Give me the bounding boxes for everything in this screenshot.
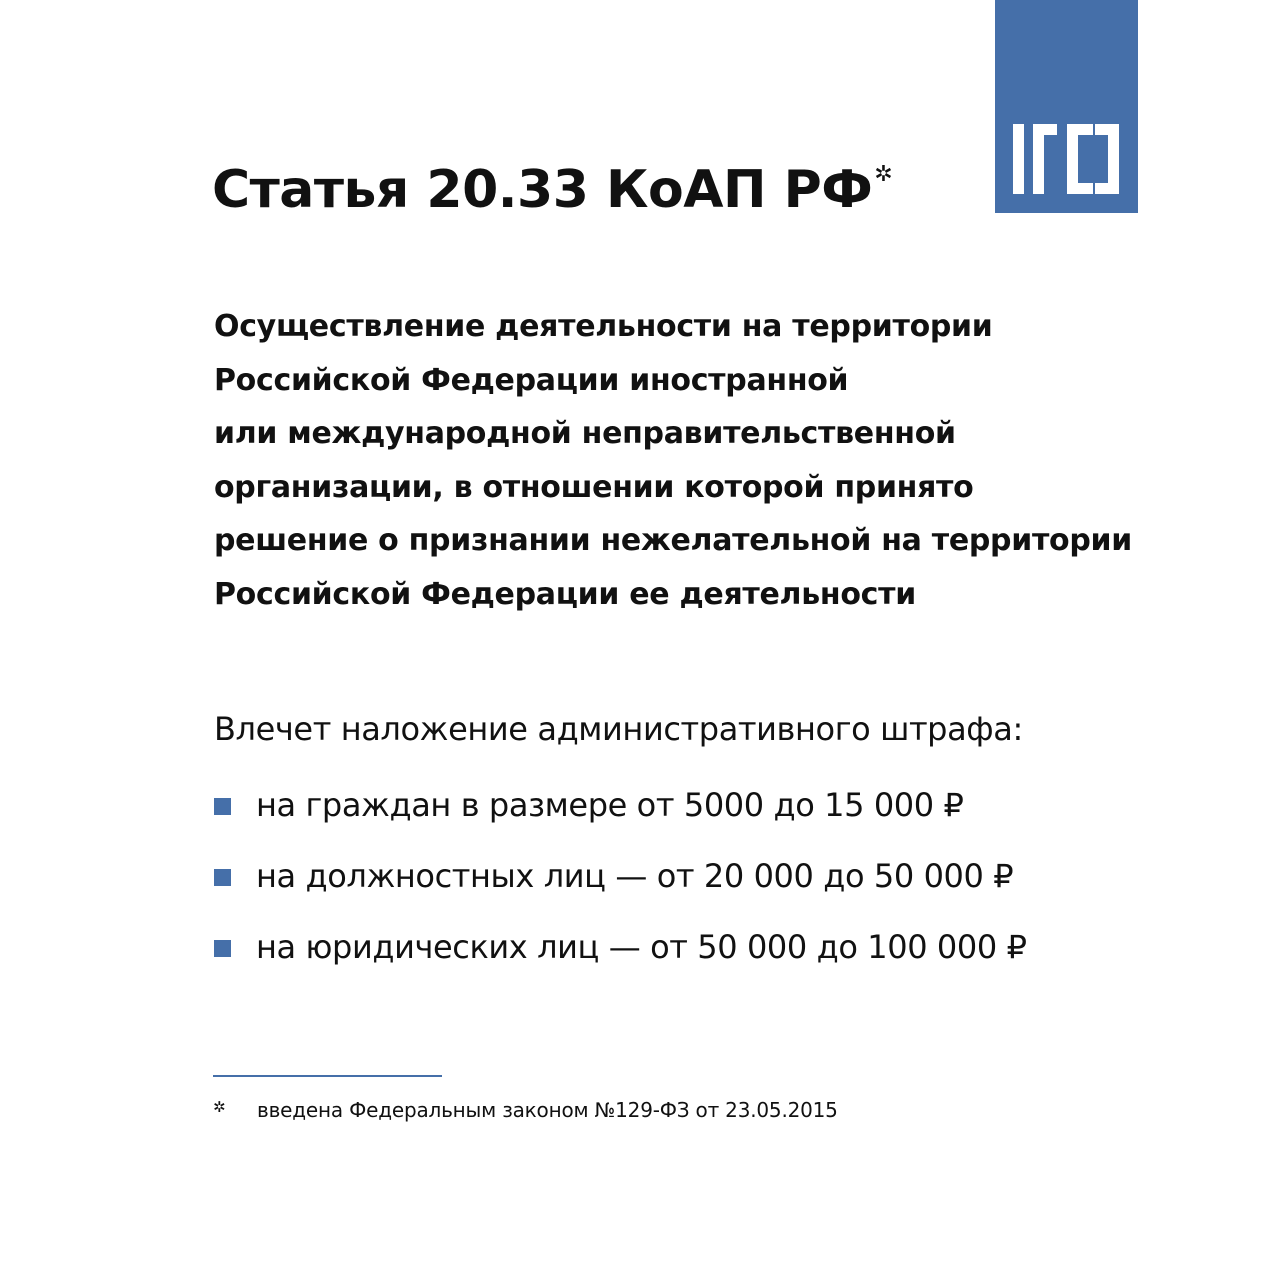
page-title-text: Статья 20.33 КоАП РФ (212, 160, 873, 220)
penalty-item-text: на юридических лиц — от 50 000 до 100 000 ₽ (256, 928, 1027, 966)
penalty-item-legal-entities (214, 922, 1027, 993)
square-bullet-icon (214, 869, 231, 886)
penalty-item-text: на должностных лиц — от 20 000 до 50 000 ₽ (256, 857, 1014, 895)
penalty-item-text: на граждан в размере от 5000 до 15 000 ₽ (256, 786, 964, 824)
article-description-line: Российской Федерации иностранной (214, 362, 849, 398)
penalty-item-officials (214, 851, 1027, 922)
article-description-line: или международной неправительственной (214, 416, 956, 451)
article-description-line: решение о признании нежелательной на территории (214, 523, 1132, 558)
penalty-intro: Влечет наложение административного штрафа: (214, 710, 1023, 748)
footnote-text: введена Федеральным законом №129-ФЗ от 23.05.2015 (257, 1098, 838, 1122)
article-description (214, 300, 1174, 621)
page-title (212, 160, 892, 220)
article-description-line: Осуществление деятельности на территории (214, 309, 993, 344)
footnote-marker: ✲ (213, 1098, 226, 1116)
square-bullet-icon (214, 940, 231, 957)
footnote-divider (213, 1075, 442, 1077)
article-description-line: организации, в отношении которой принято (214, 469, 974, 505)
penalty-item-citizens (214, 780, 1027, 851)
square-bullet-icon (214, 798, 231, 815)
ig-logo-icon (995, 0, 1138, 213)
article-description-line: Российской Федерации ее деятельности (214, 576, 916, 612)
brand-logo (995, 0, 1138, 213)
penalty-list (214, 780, 1027, 993)
title-footnote-marker: ✲ (874, 162, 893, 187)
